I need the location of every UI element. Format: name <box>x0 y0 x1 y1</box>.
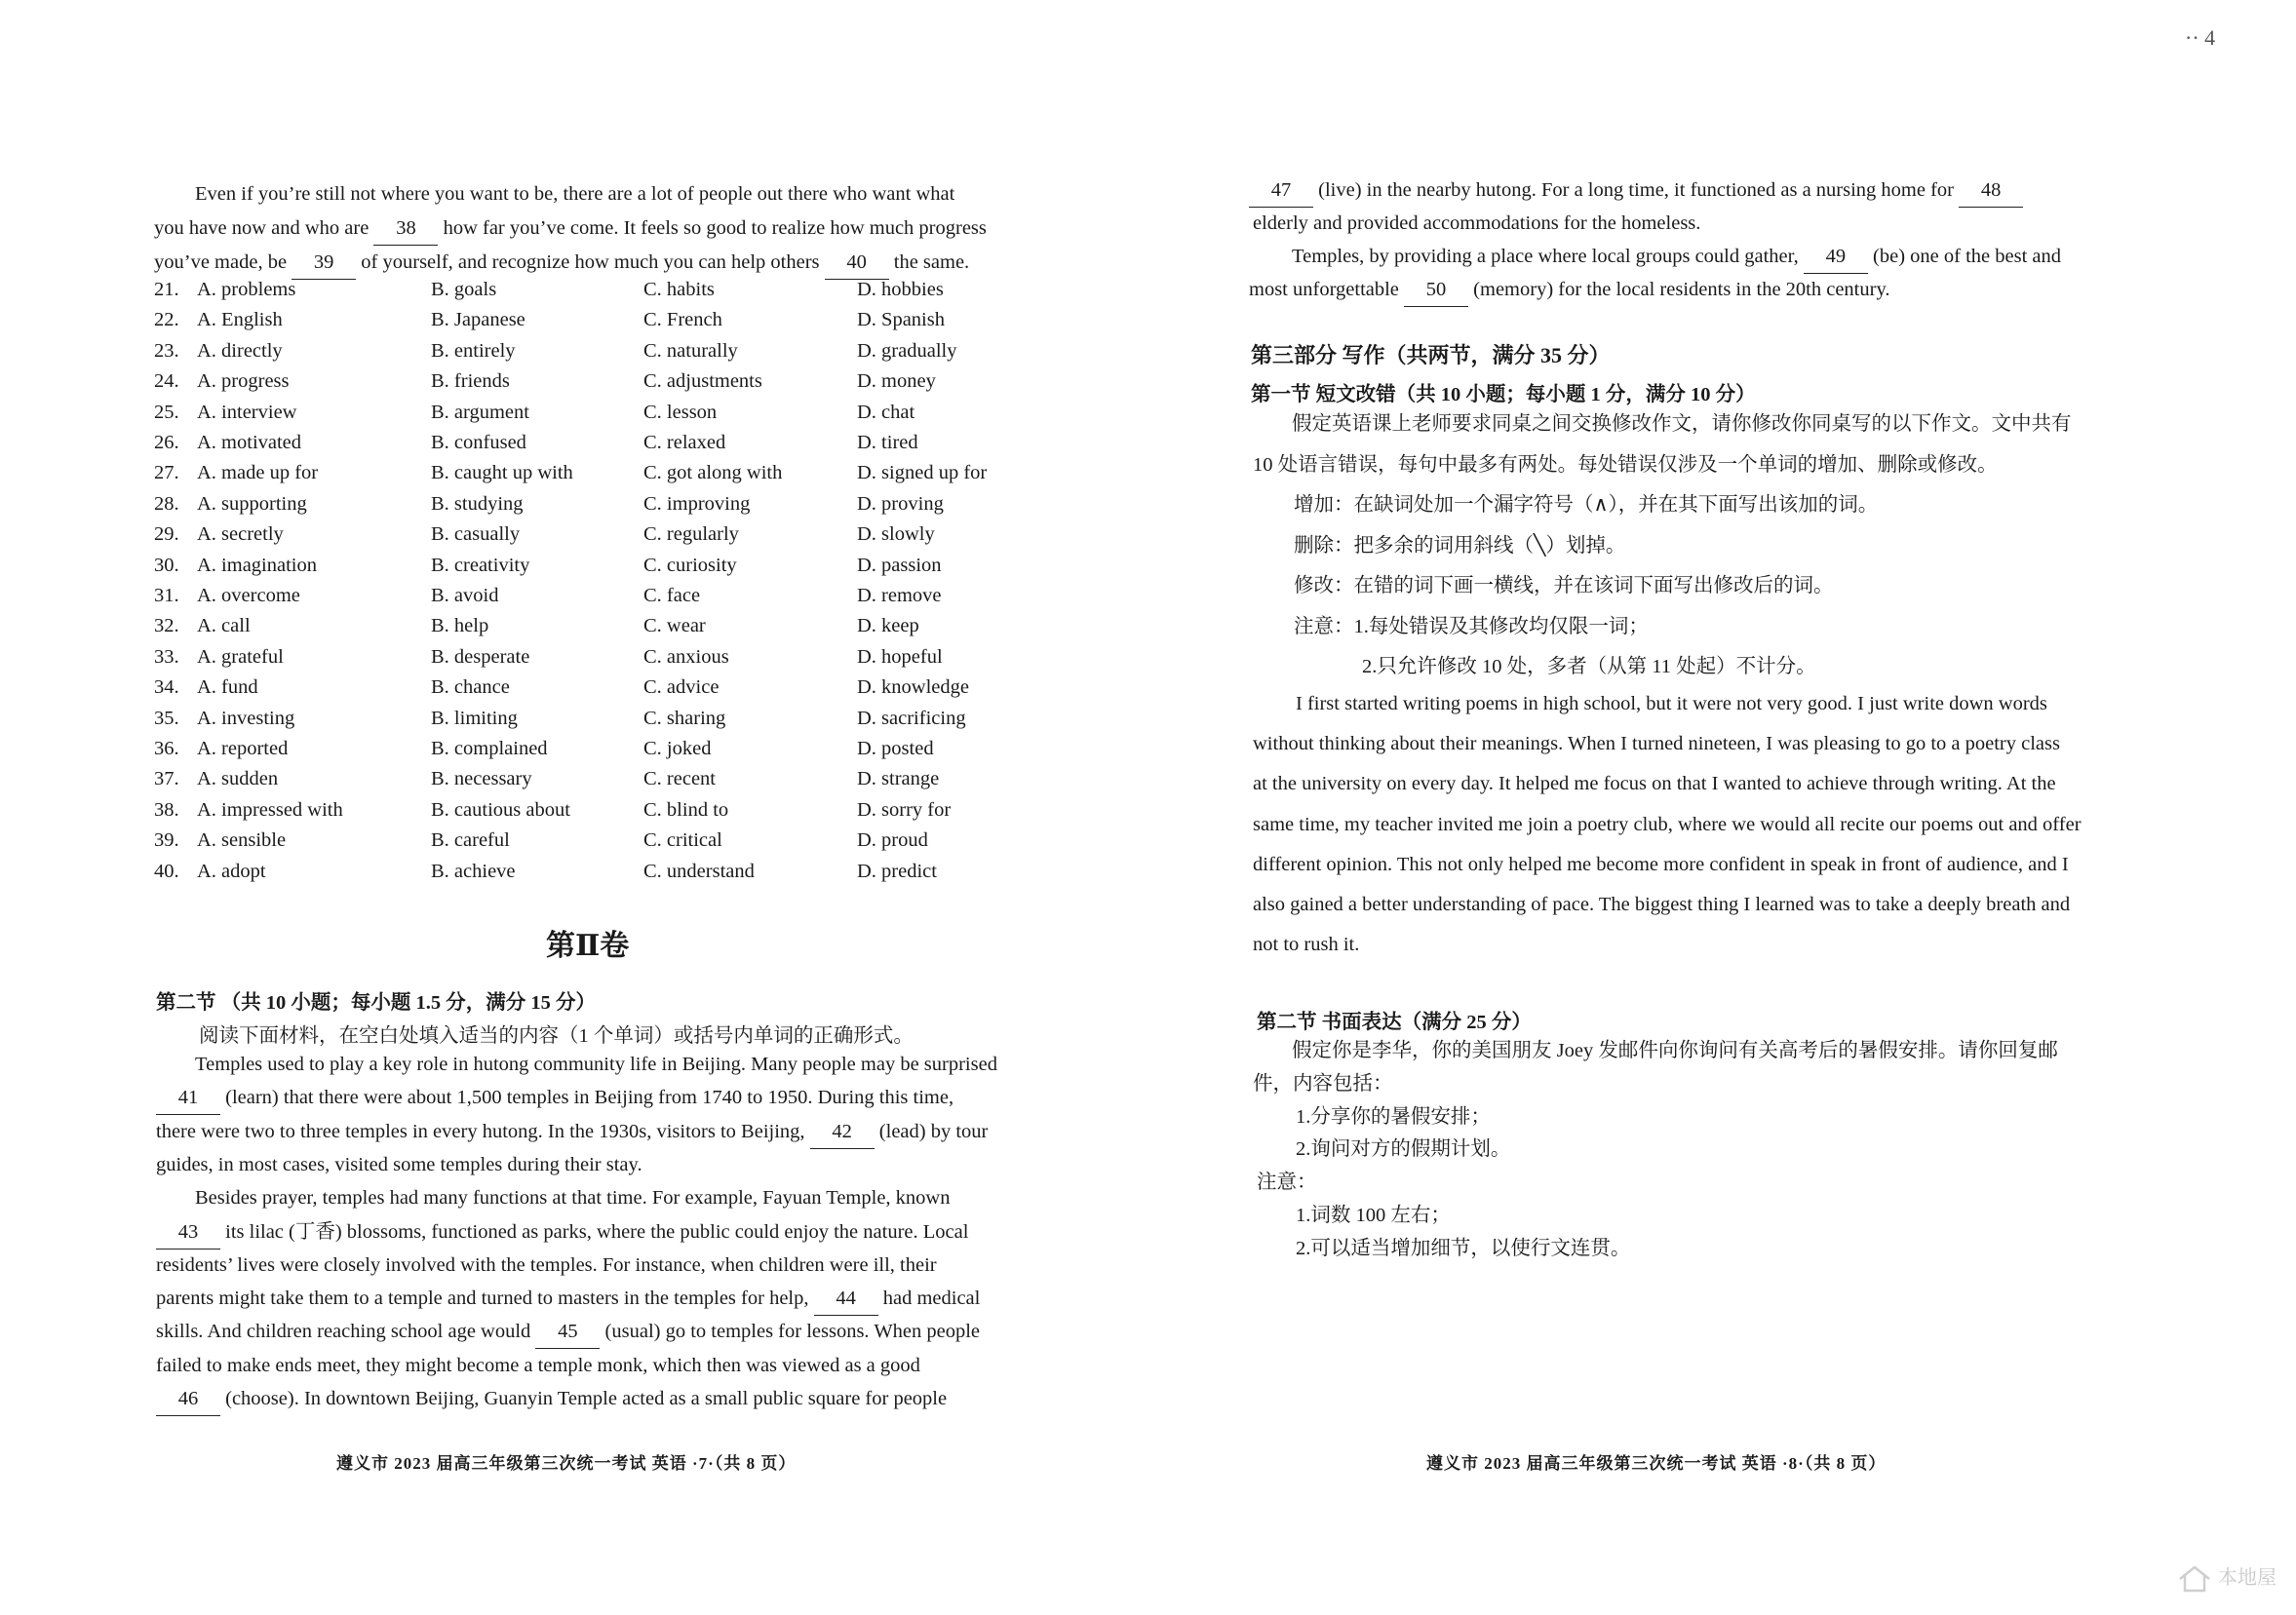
cloze-line <box>195 1181 950 1214</box>
option-row <box>154 768 1012 799</box>
option-c: C. anxious <box>643 645 729 668</box>
question-number: 35. <box>154 707 179 729</box>
option-row <box>154 309 1012 340</box>
option-c: C. face <box>643 585 701 606</box>
option-row <box>154 279 1012 310</box>
option-row <box>154 615 1012 646</box>
essay-line <box>1253 767 2056 800</box>
option-d: D. slowly <box>857 523 935 546</box>
cloze-line <box>156 1215 968 1250</box>
question-number: 38. <box>154 798 179 821</box>
option-row <box>154 523 1012 555</box>
option-row <box>154 555 1012 586</box>
option-row <box>154 370 1012 402</box>
text-segment: most unforgettable <box>1249 279 1405 300</box>
cloze-line <box>156 1315 980 1349</box>
option-d: D. hopeful <box>857 645 943 668</box>
cloze-line <box>156 1115 988 1149</box>
option-b: B. help <box>431 615 489 637</box>
option-row <box>154 462 1012 493</box>
answer-blank-39: 39 <box>292 246 356 280</box>
cloze-line <box>156 1349 920 1382</box>
option-b: B. avoid <box>431 585 499 606</box>
option-b: B. studying <box>431 492 524 515</box>
option-b: B. desperate <box>431 645 530 668</box>
option-a: A. supporting <box>197 492 307 515</box>
option-row <box>154 432 1012 463</box>
option-d: D. hobbies <box>857 279 944 300</box>
option-d: D. predict <box>857 860 937 882</box>
option-b: B. achieve <box>431 860 516 882</box>
option-row <box>154 799 1012 830</box>
section1-heading: 第一节 短文改错（共 10 小题；每小题 1 分，满分 10 分） <box>1251 384 1756 405</box>
option-a: A. problems <box>197 279 296 300</box>
text-segment: (learn) that there were about 1,500 temples in Beijing from 1740 to 1950. During this time, <box>220 1087 954 1109</box>
text-segment: 假定你是李华，你的美国朋友 Joey 发邮件向你询问有关高考后的暑假安排。请你回复邮 <box>1292 1040 2058 1061</box>
text-segment: 修改：在错的词下画一横线，并在该词下面写出修改后的词。 <box>1294 575 1834 596</box>
answer-blank-48: 48 <box>1959 173 2023 208</box>
section2-heading: 第二节 （共 10 小题；每小题 1.5 分，满分 15 分） <box>156 992 596 1014</box>
option-d: D. knowledge <box>857 676 970 699</box>
option-row <box>154 646 1012 677</box>
option-c: C. sharing <box>643 707 726 729</box>
text-segment: the same. <box>888 251 970 273</box>
instruction-line <box>1292 407 2072 441</box>
option-d: D. passion <box>857 554 942 576</box>
option-b: B. caught up with <box>431 462 573 484</box>
footer-page-7: 遵义市 2023 届高三年级第三次统一考试 英语 ·7·（共 8 页） <box>336 1454 797 1473</box>
question-number: 28. <box>154 492 179 515</box>
option-b: B. complained <box>431 738 548 759</box>
option-b: B. limiting <box>431 707 518 729</box>
option-a: A. imagination <box>197 554 317 576</box>
question-number: 36. <box>154 738 179 759</box>
text-segment: Temples, by providing a place where local groups could gather, <box>1292 246 1804 267</box>
watermark-text: 本地屋 <box>2218 1567 2277 1590</box>
option-row <box>154 676 1012 708</box>
option-d: D. gradually <box>857 339 957 362</box>
right-page <box>1148 0 2296 1615</box>
text-segment: failed to make ends meet, they might become a temple monk, which then was viewed as a good <box>156 1354 920 1376</box>
text-segment: 注意： <box>1257 1172 1317 1194</box>
option-b: B. argument <box>431 401 529 423</box>
option-b: B. chance <box>431 676 510 699</box>
option-c: C. regularly <box>643 523 739 546</box>
option-d: D. sorry for <box>857 798 952 821</box>
instruction-line <box>1294 529 1625 562</box>
cloze-line <box>1249 173 2023 208</box>
text-segment: you have now and who are <box>154 217 374 239</box>
option-a: A. sudden <box>197 768 279 790</box>
option-b: B. necessary <box>431 768 532 790</box>
option-d: D. signed up for <box>857 462 988 484</box>
instruction-line <box>1294 569 1834 602</box>
option-b: B. friends <box>431 370 510 393</box>
essay-line <box>1296 687 2047 720</box>
text-segment: same time, my teacher invited me join a poetry club, where we would all recite our poems out and offer <box>1253 813 2082 835</box>
cloze-line <box>195 1048 997 1081</box>
question-number: 39. <box>154 829 179 852</box>
part3-heading: 第三部分 写作（共两节，满分 35 分） <box>1251 343 1611 367</box>
option-row <box>154 585 1012 616</box>
option-a: A. impressed with <box>197 798 343 821</box>
cloze-line <box>156 1382 947 1416</box>
text-segment: also gained a better understanding of pace. The biggest thing I learned was to take a deeply breath and <box>1253 894 2071 915</box>
cloze-line <box>1253 207 1700 240</box>
essay-line <box>1253 928 1359 961</box>
option-d: D. sacrificing <box>857 707 966 729</box>
text-segment: elderly and provided accommodations for the homeless. <box>1253 212 1701 234</box>
essay-line <box>1253 808 2082 841</box>
option-c: C. curiosity <box>643 554 737 576</box>
task-line <box>1296 1199 1451 1232</box>
question-number: 37. <box>154 768 179 790</box>
instruction-line <box>1294 610 1649 643</box>
text-segment: 2.可以适当增加细节，以使行文连贯。 <box>1296 1237 1631 1259</box>
answer-blank-50: 50 <box>1404 273 1468 307</box>
option-a: A. fund <box>197 676 258 699</box>
option-a: A. adopt <box>197 860 266 882</box>
question-number: 33. <box>154 645 179 668</box>
task-line <box>1296 1133 1510 1166</box>
option-c: C. blind to <box>643 798 729 821</box>
option-a: A. investing <box>197 707 295 729</box>
option-b: B. entirely <box>431 339 516 362</box>
essay-line <box>1253 848 2069 881</box>
option-c: C. critical <box>643 829 722 852</box>
text-segment: without thinking about their meanings. When I turned nineteen, I was pleasing to go to a poetry class <box>1253 733 2060 755</box>
option-c: C. improving <box>643 492 751 515</box>
answer-blank-45: 45 <box>535 1315 600 1349</box>
text-segment: at the university on every day. It helped me focus on that I wanted to achieve through writing. At the <box>1253 773 2056 795</box>
text-segment: (memory) for the local residents in the 20th century. <box>1468 279 1890 300</box>
answer-blank-40: 40 <box>825 246 889 280</box>
cloze-line <box>1249 273 1890 307</box>
text-segment: I first started writing poems in high school, but it were not very good. I just write down words <box>1296 693 2047 714</box>
volume-title: 第Ⅱ卷 <box>546 930 630 962</box>
text-segment: had medical <box>877 1288 981 1310</box>
option-a: A. secretly <box>197 523 284 546</box>
option-c: C. advice <box>643 676 720 699</box>
option-a: A. overcome <box>197 585 300 606</box>
corner-mark: ·· 4 <box>2185 25 2216 50</box>
text-segment: skills. And children reaching school age would <box>156 1321 536 1343</box>
option-d: D. strange <box>857 768 940 790</box>
option-c: C. got along with <box>643 462 783 484</box>
text-segment: you’ve made, be <box>154 251 292 273</box>
option-a: A. call <box>197 615 251 637</box>
cloze-line <box>156 1081 953 1115</box>
passage-line <box>154 211 987 246</box>
option-c: C. habits <box>643 279 715 300</box>
option-b: B. careful <box>431 829 510 852</box>
text-segment: parents might take them to a temple and turned to masters in the temples for help, <box>156 1288 814 1310</box>
cloze-line <box>156 1282 980 1316</box>
text-segment: (be) one of the best and <box>1867 246 2061 267</box>
option-b: B. goals <box>431 279 497 300</box>
question-number: 24. <box>154 370 179 393</box>
option-row <box>154 861 1012 892</box>
option-d: D. tired <box>857 432 918 453</box>
option-b: B. Japanese <box>431 309 525 331</box>
text-segment: (lead) by tour <box>874 1120 989 1142</box>
essay-line <box>1253 888 2070 921</box>
watermark <box>2177 1561 2277 1594</box>
question-number: 25. <box>154 401 179 423</box>
question-number: 32. <box>154 615 179 637</box>
text-segment: Temples used to play a key role in hutong community life in Beijing. Many people may be surprised <box>195 1054 997 1075</box>
option-c: C. adjustments <box>643 370 762 393</box>
cloze-line <box>1292 240 2061 274</box>
option-a: A. interview <box>197 401 297 423</box>
option-d: D. posted <box>857 738 934 759</box>
text-segment: 1.词数 100 左右； <box>1296 1205 1451 1226</box>
task-line <box>1296 1232 1630 1265</box>
option-b: B. cautious about <box>431 798 570 821</box>
text-segment: there were two to three temples in every hutong. In the 1930s, visitors to Beijing, <box>156 1120 810 1142</box>
task-line <box>1253 1067 1393 1100</box>
option-d: D. proving <box>857 492 944 515</box>
text-segment: 假定英语课上老师要求同桌之间交换修改作文，请你修改你同桌写的以下作文。文中共有 <box>1292 413 2072 435</box>
question-number: 22. <box>154 309 179 331</box>
cloze-line <box>156 1148 642 1181</box>
option-row <box>154 708 1012 739</box>
instruction-line <box>1362 650 1816 683</box>
task-line <box>1257 1166 1317 1199</box>
option-d: D. remove <box>857 585 942 606</box>
option-a: A. progress <box>197 370 290 393</box>
option-d: D. proud <box>857 829 928 852</box>
option-row <box>154 402 1012 433</box>
text-segment: 增加：在缺词处加一个漏字符号（∧），并在其下面写出该加的词。 <box>1294 494 1879 516</box>
footer-page-8: 遵义市 2023 届高三年级第三次统一考试 英语 ·8·（共 8 页） <box>1426 1454 1887 1473</box>
text-segment: 10 处语言错误，每句中最多有两处。每处错误仅涉及一个单词的增加、删除或修改。 <box>1253 453 1998 476</box>
answer-blank-47: 47 <box>1249 173 1313 208</box>
option-a: A. directly <box>197 339 283 362</box>
option-b: B. creativity <box>431 554 530 576</box>
answer-blank-49: 49 <box>1804 240 1868 274</box>
option-b: B. confused <box>431 432 526 453</box>
question-number: 27. <box>154 462 179 484</box>
question-number: 34. <box>154 676 179 699</box>
text-segment: (usual) go to temples for lessons. When people <box>600 1321 981 1343</box>
section2-instruction: 阅读下面材料，在空白处填入适当的内容（1 个单词）或括号内单词的正确形式。 <box>199 1025 914 1047</box>
text-segment: (live) in the nearby hutong. For a long time, it functioned as a nursing home for <box>1313 179 1960 201</box>
text-segment: its lilac (丁香) blossoms, functioned as parks, where the public could enjoy the nature. Local <box>220 1220 969 1243</box>
answer-blank-43: 43 <box>156 1215 220 1250</box>
option-c: C. relaxed <box>643 432 726 453</box>
question-number: 21. <box>154 279 179 300</box>
option-a: A. reported <box>197 738 289 759</box>
task-line <box>1292 1034 2058 1067</box>
option-d: D. chat <box>857 401 915 423</box>
text-segment: 删除：把多余的词用斜线（╲）划掉。 <box>1294 534 1626 557</box>
option-row <box>154 340 1012 371</box>
text-segment: guides, in most cases, visited some temples during their stay. <box>156 1153 642 1175</box>
option-row <box>154 738 1012 769</box>
option-c: C. understand <box>643 860 755 882</box>
option-c: C. lesson <box>643 401 718 423</box>
option-c: C. naturally <box>643 339 738 362</box>
option-c: C. French <box>643 309 722 331</box>
option-d: D. Spanish <box>857 309 945 331</box>
question-number: 30. <box>154 554 179 576</box>
text-segment: of yourself, and recognize how much you can help others <box>356 251 825 273</box>
text-segment: (choose). In downtown Beijing, Guanyin Temple acted as a small public square for people <box>220 1388 948 1409</box>
text-segment: 2.只允许修改 10 处，多者（从第 11 处起）不计分。 <box>1362 656 1816 677</box>
passage-line <box>195 177 954 211</box>
option-a: A. made up for <box>197 462 319 484</box>
task-line <box>1296 1100 1491 1134</box>
text-segment: 件，内容包括： <box>1253 1072 1393 1095</box>
answer-blank-44: 44 <box>814 1282 878 1316</box>
instruction-line <box>1294 488 1878 521</box>
option-d: D. money <box>857 370 936 393</box>
text-segment: different opinion. This not only helped me become more confident in speak in front of audience, and I <box>1253 853 2069 875</box>
text-segment: Besides prayer, temples had many functions at that time. For example, Fayuan Temple, known <box>195 1187 951 1210</box>
answer-blank-38: 38 <box>373 211 438 246</box>
question-number: 23. <box>154 339 179 362</box>
text-segment: 2.询问对方的假期计划。 <box>1296 1138 1511 1161</box>
question-number: 26. <box>154 432 179 453</box>
text-segment: 1.分享你的暑假安排； <box>1296 1105 1491 1128</box>
question-number: 31. <box>154 585 179 606</box>
option-b: B. casually <box>431 523 521 546</box>
option-a: A. motivated <box>197 432 302 453</box>
question-number: 40. <box>154 860 179 882</box>
text-segment: residents’ lives were closely involved with the temples. For instance, when children were ill, their <box>156 1253 937 1276</box>
answer-blank-41: 41 <box>156 1081 220 1115</box>
text-segment: Even if you’re still not where you want to be, there are a lot of people out there who want what <box>195 183 955 205</box>
cloze-line <box>156 1249 937 1282</box>
option-c: C. recent <box>643 768 716 790</box>
option-c: C. joked <box>643 738 712 759</box>
text-segment: how far you’ve come. It feels so good to realize how much progress <box>438 217 987 239</box>
option-a: A. grateful <box>197 645 284 668</box>
passage-line <box>154 246 969 280</box>
question-number: 29. <box>154 523 179 546</box>
house-icon <box>2177 1564 2212 1594</box>
option-a: A. English <box>197 309 283 331</box>
answer-blank-46: 46 <box>156 1382 220 1416</box>
option-d: D. keep <box>857 615 919 637</box>
option-row <box>154 829 1012 861</box>
option-c: C. wear <box>643 615 706 637</box>
option-a: A. sensible <box>197 829 287 852</box>
answer-blank-42: 42 <box>810 1115 875 1149</box>
instruction-line <box>1253 448 1998 481</box>
essay-line <box>1253 727 2060 760</box>
option-row <box>154 493 1012 524</box>
text-segment: not to rush it. <box>1253 934 1360 956</box>
section2-writing-heading: 第二节 书面表达（满分 25 分） <box>1257 1012 1532 1033</box>
text-segment: 注意：1.每处错误及其修改均仅限一词； <box>1294 615 1649 637</box>
